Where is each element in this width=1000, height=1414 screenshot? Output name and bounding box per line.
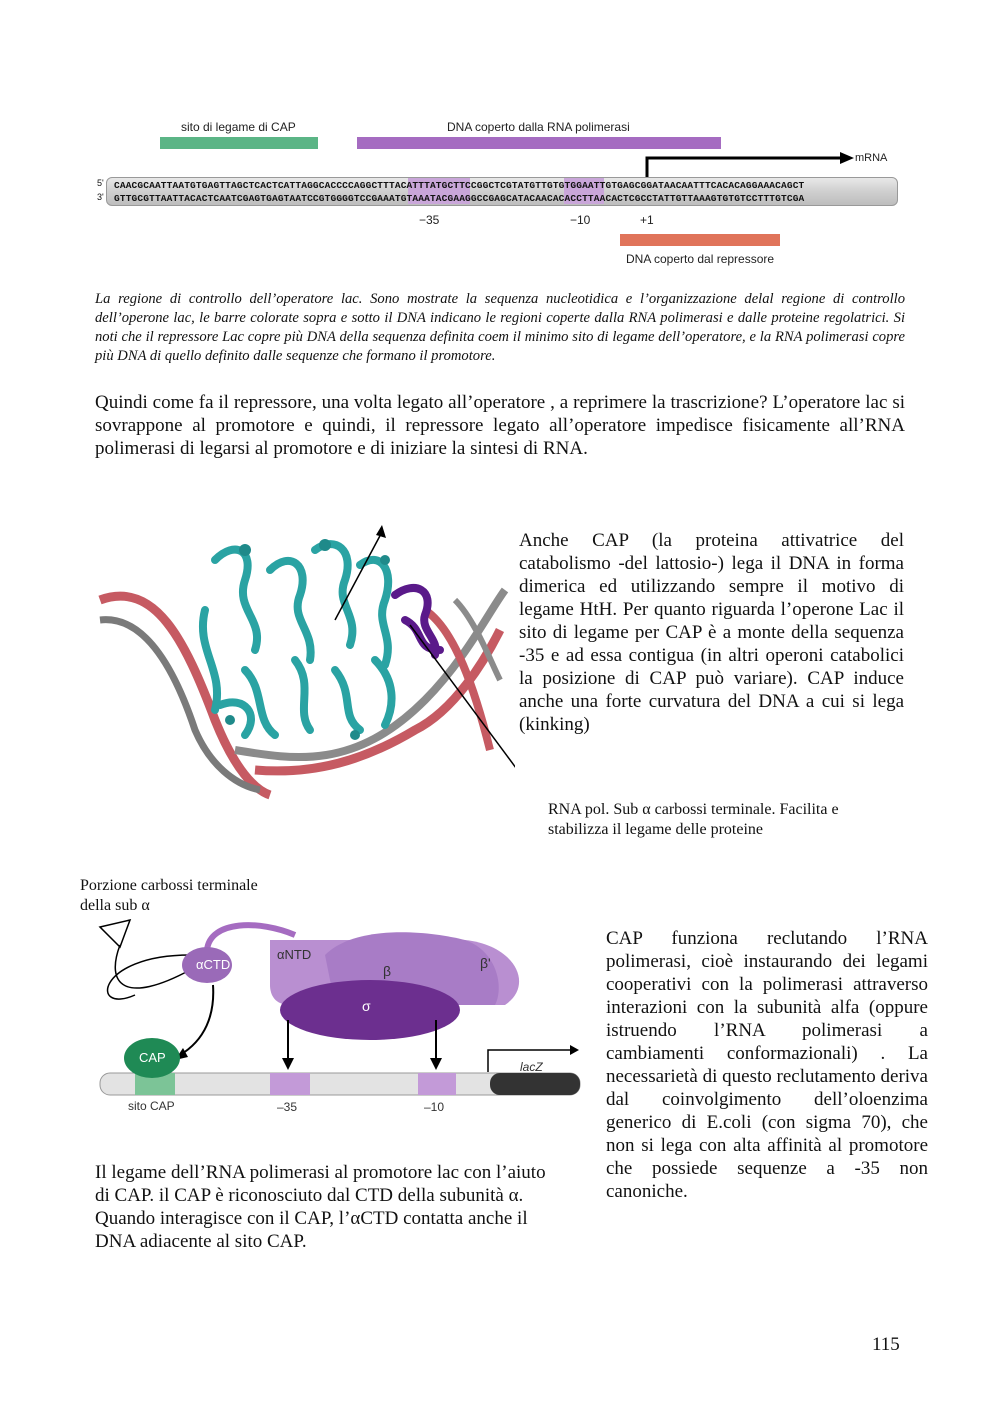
lacz-label: lacZ: [520, 1060, 543, 1074]
paragraph-repressor: Quindi come fa il repressore, una volta legato all’operatore , a reprimere la trascrizione? L’operatore lac si sovrappone al promotore e quindi, il repressore legato all’operatore impedisce fisicamente all’RNA polimerasi di legarsi al promotore e di iniziare la sintesi di RNA.: [95, 392, 905, 459]
page-number: 115: [872, 1334, 900, 1355]
sequence-bottom-strand: GTTGCGTTAATTACACTCAATCGAGTGAGTAATCCGTGGGGTCCGAAATGTAAATACGAAGGCCGAGCATACAACACACCTTAACACTCGCCTATTGTTAAAGTGTGTCCTTTGTCGA: [114, 193, 805, 204]
cap-site-bar: [160, 137, 318, 149]
antd-label: αNTD: [277, 947, 312, 962]
annotation-rnap-alpha: RNA pol. Sub α carbossi terminale. Facilita e stabilizza il legame delle proteine: [548, 801, 839, 838]
strand-3-label: 3': [97, 192, 104, 202]
cap-site-label: sito di legame di CAP: [181, 120, 296, 134]
actd-label: αCTD: [196, 957, 231, 972]
sigma-label: σ: [362, 998, 371, 1014]
strand-5-label: 5': [97, 178, 104, 188]
sequence-top-strand: CAACGCAATTAATGTGAGTTAGCTCACTCATTAGGCACCCCAGGCTTTACATTTATGCTTCCGGCTCGTATGTTGTGTGGAATTGTGAGCGGATAACAATTTCACACAGGAAACAGCT: [114, 180, 805, 191]
beta-label: β: [383, 963, 392, 979]
repressor-coverage-bar: [620, 234, 780, 246]
beta-prime-label: β': [480, 955, 491, 971]
cap-site-dna-label: sito CAP: [128, 1099, 175, 1113]
repressor-coverage-label: DNA coperto dal repressore: [626, 252, 775, 266]
rnap-coverage-bar: [357, 137, 721, 149]
transcription-start-arrow: [640, 150, 860, 180]
tick-minus35: −35: [419, 213, 440, 227]
paragraph-cap-binding: Anche CAP (la proteina attivatrice del catabolismo -del lattosio-) lega il DNA in forma dimerica ed utilizzando sempre il motivo di legame HtH. Per quanto riguarda l’operone Lac il sito di legame per CAP è a monte della sequenza -35 e ad essa contigua (in altri operoni catabolici la posizione di CAP può variare). CAP induce anche una forte curvatura del DNA a cui si lega (kinking): [519, 530, 904, 735]
minus10-dna-label: –10: [424, 1100, 445, 1114]
mrna-label: mRNA: [855, 152, 888, 164]
annotation-alpha-ctd: Porzione carbossi terminale della sub α: [80, 877, 258, 914]
figure-caption: La regione di controllo dell’operatore lac. Sono mostrate la sequenza nucleotidica e l’organizzazione delal regione di controllo dell’operone lac, le barre colorate sopra e sotto il DNA indicano le regioni coperte dalla RNA polimerasi e dalle proteine regolatrici. Si noti che il repressore Lac copre più DNA della sequenza definita coem il minimo sito di legame dell’operatore, e la RNA polimerasi copre più DNA di quello definito dalle sequenze che formano il promotore.: [95, 291, 905, 364]
paragraph-cap-recruitment: CAP funziona reclutando l’RNA polimerasi, cioè instaurando dei legami cooperativi con la polimerasi attraverso interazioni con la subunità alfa (oppure istruendo l’RNA polimerasi a cambiamenti conformazionali) . La necessarietà di questo reclutamento deriva dal coinvolgimento dell’oloenzima generico di E.coli (con sigma 70), che non si lega con alta affinità al promotore che possiede sequenze a -35 non canoniche.: [606, 928, 928, 1202]
cap-protein-label: CAP: [139, 1050, 166, 1065]
tick-plus1: +1: [640, 213, 654, 227]
tick-minus10: −10: [570, 213, 591, 227]
cap-dna-structure-image: [95, 520, 515, 810]
rnap-coverage-label: DNA coperto dalla RNA polimerasi: [447, 120, 630, 134]
paragraph-figure-legend: Il legame dell’RNA polimerasi al promotore lac con l’aiuto di CAP. il CAP è riconosciuto dal CTD della subunità α. Quando interagisce con il CAP, l’αCTD contatta anche il DNA adiacente al sito CAP.: [95, 1162, 546, 1252]
rnap-recruitment-diagram: [95, 915, 585, 1125]
minus35-dna-label: –35: [277, 1100, 298, 1114]
